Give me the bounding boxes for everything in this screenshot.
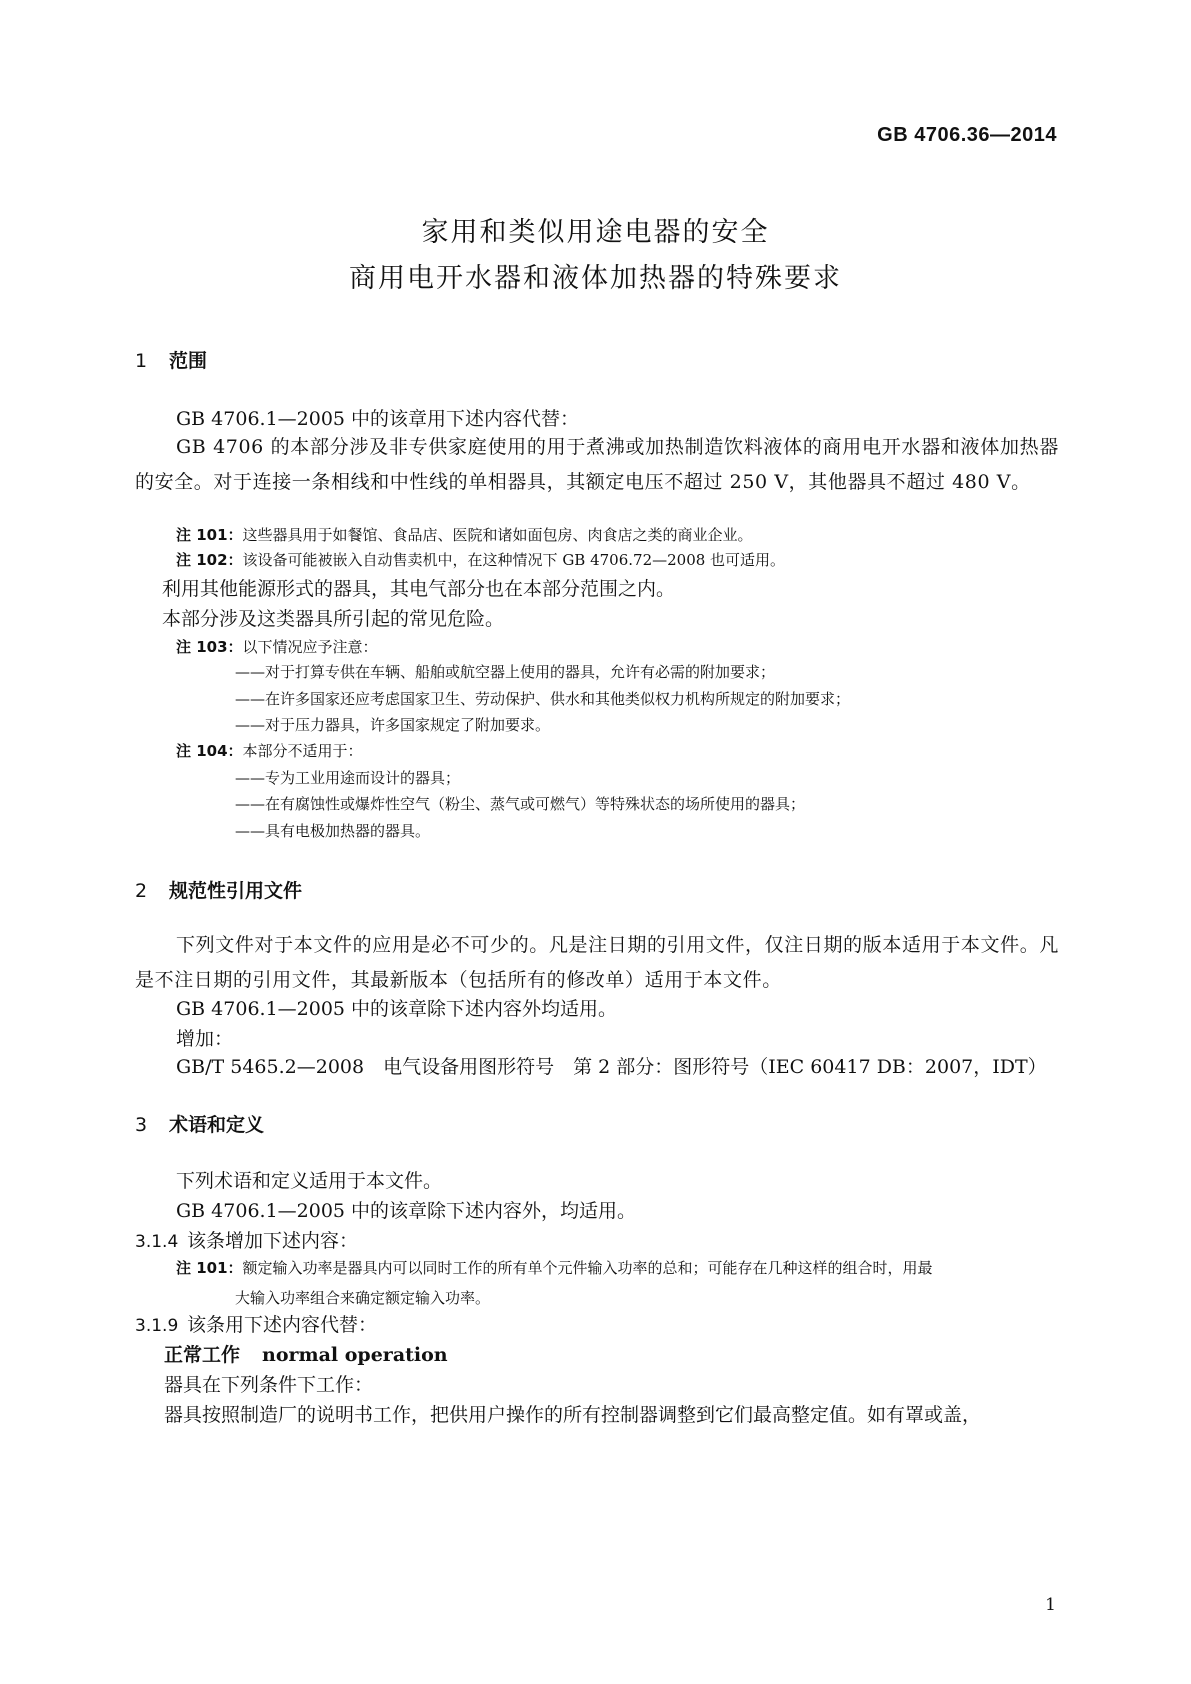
note-label: 注 103： (176, 638, 243, 656)
document-title-line1: 家用和类似用途电器的安全 (421, 217, 770, 248)
document-title-line2: 商用电开水器和液体加热器的特殊要求 (349, 263, 842, 294)
term-definition (164, 1340, 448, 1367)
note-101 (176, 524, 753, 545)
note-list-item: ——在有腐蚀性或爆炸性空气（粉尘、蒸气或可燃气）等特殊状态的场所使用的器具； (235, 795, 806, 813)
note-list-item: ——对于压力器具，许多国家规定了附加要求。 (235, 716, 551, 734)
section-title: 术语和定义 (169, 1114, 265, 1136)
section-title: 规范性引用文件 (169, 880, 303, 902)
paragraph: 器具按照制造厂的说明书工作，把供用户操作的所有控制器调整到它们最高整定值。如有罩或盖， (164, 1404, 982, 1426)
note-text: 该设备可能被嵌入自动售卖机中，在这种情况下 GB 4706.72—2008 也可适用。 (242, 551, 786, 569)
clause-text: 该条增加下述内容： (187, 1230, 359, 1252)
clause-3-1-9 (135, 1310, 377, 1337)
section-number: 1 (135, 350, 148, 372)
note-text: 这些器具用于如餐馆、食品店、医院和诸如面包房、肉食店之类的商业企业。 (242, 526, 753, 544)
paragraph: GB 4706.1—2005 中的该章除下述内容外，均适用。 (176, 1200, 637, 1222)
note-101-definition (176, 1253, 1060, 1313)
paragraph: 增加： (176, 1028, 234, 1050)
paragraph: GB 4706.1—2005 中的该章除下述内容外均适用。 (176, 998, 618, 1020)
note-label: 注 101： (176, 526, 243, 544)
term-chinese: 正常工作 (164, 1344, 241, 1366)
page-number: 1 (1045, 1595, 1056, 1615)
note-102 (176, 549, 785, 570)
section-number: 3 (135, 1114, 148, 1136)
note-104 (176, 740, 363, 761)
section-title: 范围 (169, 350, 208, 372)
paragraph: 下列术语和定义适用于本文件。 (176, 1170, 443, 1192)
section-1-heading (135, 346, 207, 373)
clause-text: 该条用下述内容代替： (187, 1314, 378, 1336)
paragraph: 器具在下列条件下工作： (164, 1374, 374, 1396)
note-label: 注 102： (176, 551, 243, 569)
term-english: normal operation (262, 1344, 448, 1366)
note-label: 注 101： (176, 1259, 243, 1277)
paragraph: 下列文件对于本文件的应用是必不可少的。凡是注日期的引用文件，仅注日期的版本适用于本文件。凡是不注日期的引用文件，其最新版本（包括所有的修改单）适用于本文件。 (135, 934, 1059, 991)
note-list-item: ——在许多国家还应考虑国家卫生、劳动保护、供水和其他类似权力机构所规定的附加要求； (235, 690, 851, 708)
clause-number: 3.1.4 (135, 1232, 179, 1252)
paragraph: GB 4706 的本部分涉及非专供家庭使用的用于煮沸或加热制造饮料液体的商用电开水器和液体加热器的安全。对于连接一条相线和中性线的单相器具，其额定电压不超过 250 V，其他器具不超过 480 V。 (135, 436, 1059, 493)
paragraph: GB 4706.1—2005 中的该章用下述内容代替： (176, 408, 580, 430)
clause-3-1-4 (135, 1226, 358, 1253)
paragraph: 利用其他能源形式的器具，其电气部分也在本部分范围之内。 (162, 578, 676, 600)
note-text: 额定输入功率是器具内可以同时工作的所有单个元件输入功率的总和；可能存在几种这样的组合时，用最 (242, 1259, 933, 1277)
clause-number: 3.1.9 (135, 1316, 179, 1336)
note-list-item: ——专为工业用途而设计的器具； (235, 769, 461, 787)
paragraph: 本部分涉及这类器具所引起的常见危险。 (162, 608, 505, 630)
note-list-item: ——对于打算专供在车辆、船舶或航空器上使用的器具，允许有必需的附加要求； (235, 663, 776, 681)
reference-entry: GB/T 5465.2—2008 电气设备用图形符号 第 2 部分：图形符号（IEC 60417 DB：2007，IDT） (176, 1056, 1047, 1078)
section-number: 2 (135, 880, 148, 902)
note-text: 本部分不适用于： (242, 742, 363, 760)
note-continuation: 大输入功率组合来确定额定输入功率。 (235, 1289, 491, 1307)
note-label: 注 104： (176, 742, 243, 760)
note-103 (176, 636, 378, 657)
standard-code: GB 4706.36—2014 (877, 124, 1057, 146)
note-list-item: ——具有电极加热器的器具。 (235, 822, 431, 840)
section-2-heading (135, 876, 302, 903)
section-3-heading (135, 1110, 264, 1137)
note-text: 以下情况应予注意： (242, 638, 378, 656)
